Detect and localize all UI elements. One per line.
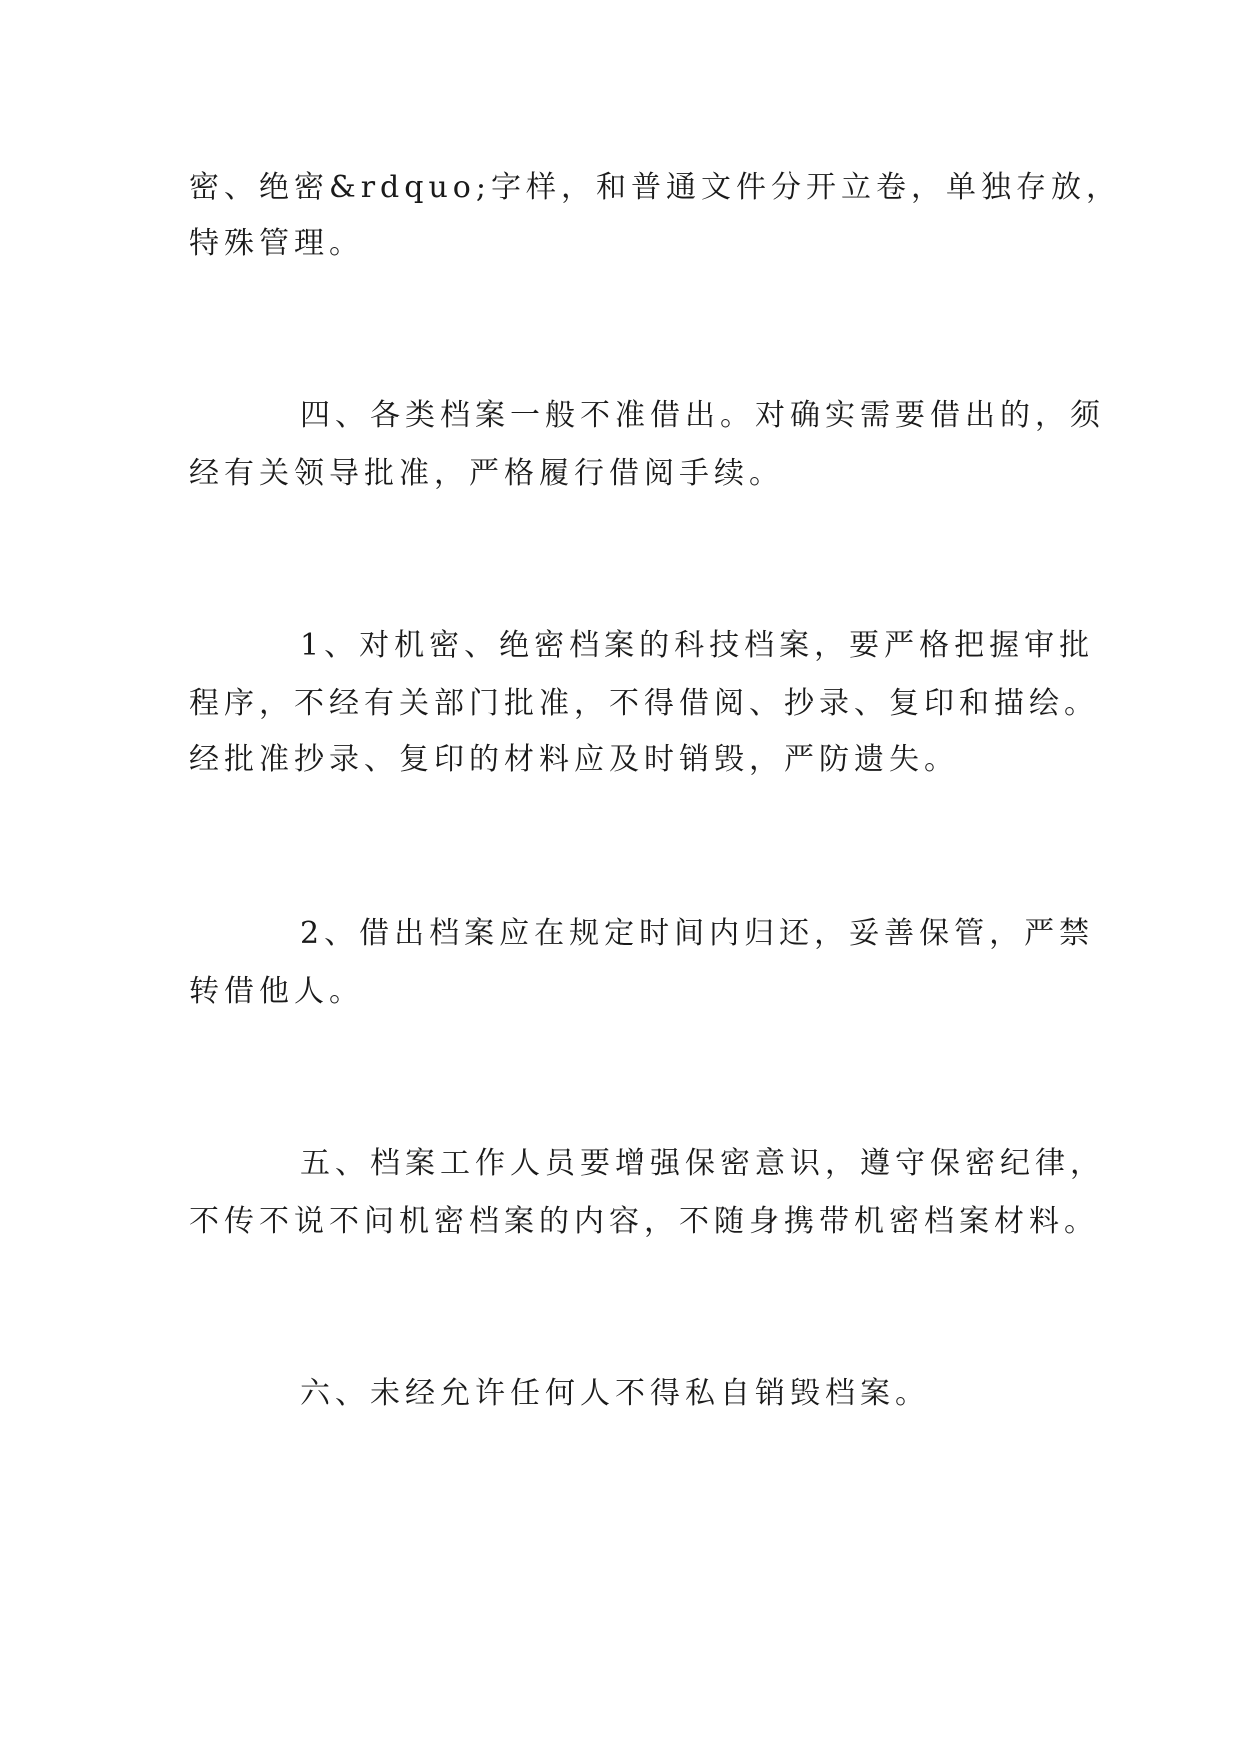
- paragraph-line: 六、未经允许任何人不得私自销毁档案。: [300, 1376, 930, 1411]
- paragraph-line: 特殊管理。: [189, 226, 364, 261]
- paragraph-line: 1、对机密、绝密档案的科技档案，要严格把握审批: [300, 628, 1095, 663]
- paragraph-line: 四、各类档案一般不准借出。对确实需要借出的，须: [300, 398, 1105, 433]
- paragraph-line: 经有关领导批准，严格履行借阅手续。: [189, 456, 784, 491]
- paragraph-line: 密、绝密&rdquo;字样，和普通文件分开立卷，单独存放，: [189, 170, 1121, 205]
- paragraph-line: 程序，不经有关部门批准，不得借阅、抄录、复印和描绘。: [189, 686, 1099, 721]
- paragraph-line: 经批准抄录、复印的材料应及时销毁，严防遗失。: [189, 742, 959, 777]
- paragraph-line: 转借他人。: [189, 974, 364, 1009]
- paragraph-line: 五、档案工作人员要增强保密意识，遵守保密纪律，: [300, 1146, 1105, 1181]
- paragraph-line: 2、借出档案应在规定时间内归还，妥善保管，严禁: [300, 916, 1095, 951]
- paragraph-line: 不传不说不问机密档案的内容，不随身携带机密档案材料。: [189, 1204, 1099, 1239]
